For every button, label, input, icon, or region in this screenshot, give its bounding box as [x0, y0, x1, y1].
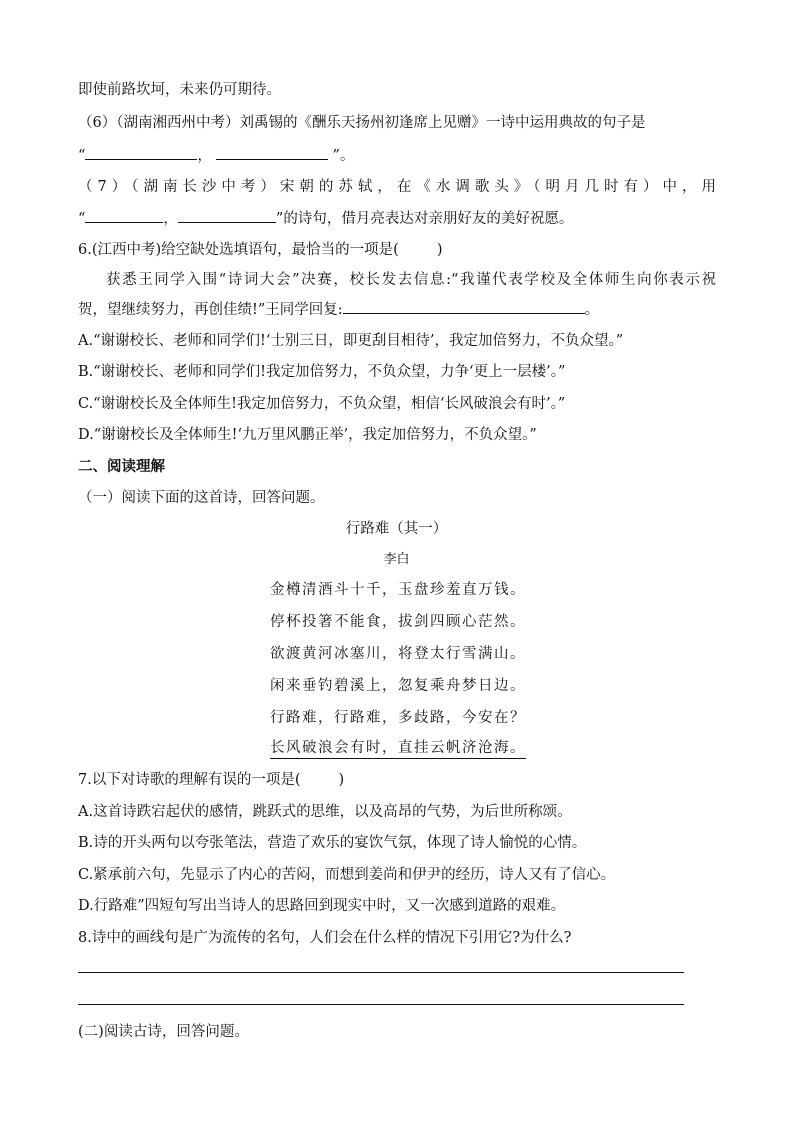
q6-blank-2[interactable] [216, 145, 328, 160]
q7-blank-1[interactable] [85, 208, 163, 223]
mc6-option-b[interactable]: B.“谢谢校长、老师和同学们!我定加倍努力，不负众望，力争‘更上一层楼’。” [78, 364, 566, 380]
q6-comma: ， [197, 148, 212, 164]
continued-text: 即使前路坎坷，未来仍可期待。 [78, 82, 281, 98]
mc7-stem-close: ) [338, 772, 345, 788]
mc6-stem [78, 240, 442, 260]
mc7-option-d[interactable]: D.行路难”四短句写出当诗人的思路回到现实中时，又一次感到道路的艰难。 [78, 898, 566, 914]
poem-line-1: 金樽清酒斗十千，玉盘珍羞直万钱。 [270, 582, 526, 598]
q6-answer-line [78, 145, 354, 166]
q7-open-quote: “ [78, 211, 86, 227]
mc6-passage-line-1: 获悉王同学入围“诗词大会”决赛，校长发去信息:“我谨代表学校及全体师生向你表示祝 [106, 272, 716, 288]
q8-prompt: 8.诗中的画线句是广为流传的名句，人们会在什么样的情况下引用它?为什么? [78, 930, 572, 946]
poem-author: 李白 [383, 552, 410, 567]
mc6-passage-line-2 [78, 299, 599, 320]
q7-prompt: （7）（湖南长沙中考）宋朝的苏轼，在《水调歌头》（明月几时有）中，用 [78, 179, 716, 195]
part2-instruction: (二)阅读古诗，回答问题。 [78, 1024, 249, 1040]
q6-open-quote: “ [78, 148, 86, 164]
mc6-stem-text: 6.(江西中考)给空缺处选填语句，最恰当的一项是( [78, 242, 399, 258]
mc6-option-a[interactable]: A.“谢谢校长、老师和同学们!‘士别三日，即更刮目相待’，我定加倍努力，不负众望。” [78, 333, 624, 349]
mc7-option-a[interactable]: A.这首诗跌宕起伏的感情，跳跃式的思维，以及高昂的气势，为后世所称颂。 [78, 804, 572, 820]
mc6-passage-end: 。 [584, 302, 600, 318]
q7-comma: ， [163, 211, 178, 227]
underlined-famous-line: 长风破浪会有时，直挂云帆济沧海。 [270, 740, 526, 759]
mc7-option-c[interactable]: C.紧承前六句，先显示了内心的苦闷，而想到姜尚和伊尹的经历，诗人又有了信心。 [78, 867, 616, 883]
q8-answer-line-1[interactable] [78, 972, 684, 973]
q6-blank-1[interactable] [85, 145, 197, 160]
section-heading: 二、阅读理解 [78, 458, 165, 475]
q6-prompt: （6）（湖南湘西州中考）刘禹锡的《酬乐天扬州初逢席上见赠》一诗中运用典故的句子是 [78, 115, 646, 131]
mc7-stem-text: 7.以下对诗歌的理解有误的一项是( [78, 772, 301, 788]
q8-answer-line-2[interactable] [78, 1004, 684, 1005]
mc6-stem-close: ) [436, 242, 443, 258]
q7-blank-2[interactable] [178, 208, 276, 223]
q7-answer-line [78, 208, 573, 229]
poem-line-6-underlined [270, 738, 526, 758]
poem-line-5: 行路难，行路难，多歧路，今安在？ [270, 710, 526, 726]
poem-line-4: 闲来垂钓碧溪上，忽复乘舟梦日边。 [270, 678, 526, 694]
poem-line-2: 停杯投箸不能食，拔剑四顾心茫然。 [270, 614, 526, 630]
mc6-passage-text: 贺，望继续努力，再创佳绩!”王同学回复: [78, 302, 343, 318]
q6-close-quote: ”。 [327, 148, 355, 164]
mc7-stem [78, 770, 344, 790]
mc6-reply-blank[interactable] [343, 299, 585, 314]
mc7-option-b[interactable]: B.诗的开头两句以夸张笔法，营造了欢乐的宴饮气氛，体现了诗人愉悦的心情。 [78, 835, 587, 851]
poem-title: 行路难（其一） [345, 521, 448, 537]
part1-instruction: （一）阅读下面的这首诗，回答问题。 [78, 490, 325, 506]
poem-line-3: 欲渡黄河冰塞川，将登太行雪满山。 [270, 646, 526, 662]
q7-close-text: ”的诗句，借月亮表达对亲朋好友的美好祝愿。 [275, 211, 574, 227]
mc6-option-c[interactable]: C.“谢谢校长及全体师生!我定加倍努力，不负众望，相信‘长风破浪会有时’。” [78, 396, 566, 412]
mc6-option-d[interactable]: D.“谢谢校长及全体师生!‘九万里风鹏正举’，我定加倍努力，不负众望。” [78, 427, 537, 443]
